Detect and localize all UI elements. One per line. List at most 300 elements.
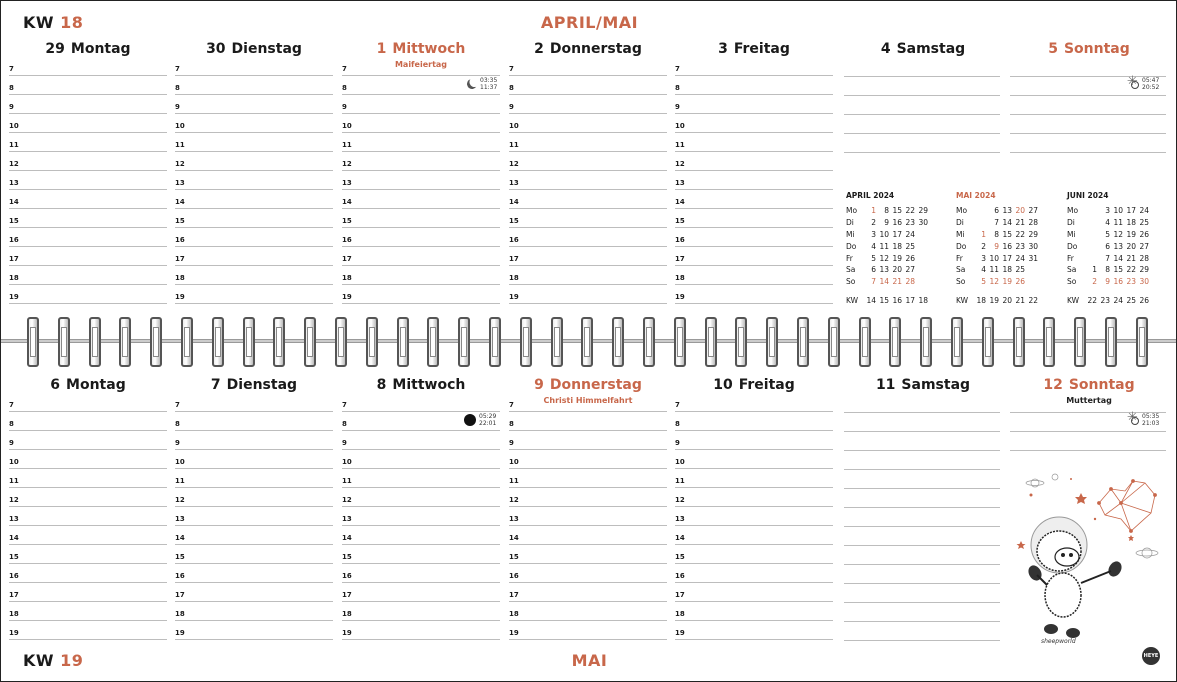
writing-line[interactable] [844,545,1000,546]
hour-slot[interactable] [175,171,333,190]
hour-slot[interactable] [342,450,500,469]
hour-slot[interactable] [675,583,833,602]
hour-slot[interactable] [509,526,667,545]
writing-line[interactable] [844,469,1000,470]
sun-times [1129,413,1159,427]
hour-slot[interactable] [175,488,333,507]
weekday-label: Mo [956,206,968,216]
hour-slot[interactable] [509,190,667,209]
weekday-label: Fr [1067,253,1074,263]
writing-line[interactable] [844,152,1000,153]
hour-slot[interactable] [175,247,333,266]
hour-label: 13 [9,179,19,187]
hour-slot[interactable] [175,545,333,564]
hour-slot[interactable] [509,488,667,507]
writing-line[interactable] [1010,450,1166,451]
hour-slot[interactable] [175,133,333,152]
hour-slot[interactable] [675,228,833,247]
mini-calendar-day: 4 [981,265,986,275]
hour-label: 15 [509,217,519,225]
hour-slot[interactable] [509,564,667,583]
hour-slot[interactable] [509,285,667,304]
binding-ring [458,317,470,367]
hour-slot[interactable] [675,247,833,266]
hour-slot[interactable] [675,412,833,431]
hour-label: 8 [675,84,680,92]
hour-slot[interactable] [175,412,333,431]
mini-calendar-row [846,240,929,252]
mini-calendar-day: 19 [892,253,902,263]
kw-number: 14 [866,295,876,305]
signature: sheepworld [1041,638,1076,645]
mini-calendar-day: 12 [989,277,999,287]
hour-slot[interactable] [9,266,167,285]
hour-label: 16 [675,236,685,244]
writing-line[interactable] [844,640,1000,641]
hour-slot[interactable] [675,133,833,152]
mini-calendar-kw-row [846,288,929,305]
hour-slot[interactable] [9,114,167,133]
day-header [342,377,500,393]
binding-ring [643,317,655,367]
hour-slot[interactable] [175,266,333,285]
mini-calendar-day: 5 [871,253,876,263]
mini-calendar-grid [1067,205,1150,305]
hour-label: 17 [509,591,519,599]
hour-label: 16 [175,236,185,244]
hour-label: 18 [342,274,352,282]
writing-line[interactable] [844,95,1000,96]
hour-slot[interactable] [175,602,333,621]
hour-slot[interactable] [675,488,833,507]
hour-slot[interactable] [509,133,667,152]
hour-slot[interactable] [342,583,500,602]
kw-number: 15 [879,295,889,305]
hour-slot[interactable] [9,171,167,190]
hour-slot[interactable] [342,621,500,640]
hour-label: 19 [9,293,19,301]
hour-slot[interactable] [175,507,333,526]
hour-slot[interactable] [9,209,167,228]
mini-calendar-day: 16 [1002,241,1012,251]
hour-slot[interactable] [675,431,833,450]
writing-line[interactable] [1010,133,1166,134]
writing-line[interactable] [1010,152,1166,153]
hour-slot[interactable] [675,171,833,190]
hour-label: 13 [509,515,519,523]
hour-label: 9 [342,103,347,111]
hour-label: 17 [675,255,685,263]
hour-slot[interactable] [675,564,833,583]
hour-slot[interactable] [675,114,833,133]
hour-slot[interactable] [175,285,333,304]
mini-calendar-day: 9 [1105,277,1110,287]
mini-calendar-day [916,252,929,264]
writing-line[interactable] [844,583,1000,584]
day-number: 2 [534,41,544,57]
hour-slot[interactable] [9,526,167,545]
day-column-dienstag [175,41,333,311]
hour-slot[interactable] [509,545,667,564]
hour-slot[interactable] [175,583,333,602]
writing-line[interactable] [844,602,1000,603]
mini-calendar-row [956,240,1039,252]
hour-slot[interactable] [342,171,500,190]
hour-slot[interactable] [509,76,667,95]
hour-slot[interactable] [9,152,167,171]
hour-label: 18 [9,610,19,618]
mini-calendar-day: 30 [1139,277,1149,287]
hour-label: 16 [509,236,519,244]
hour-slot[interactable] [9,450,167,469]
hour-slot[interactable] [342,564,500,583]
mini-calendar-day: 21 [1015,218,1025,228]
mini-calendar-day: 1 [871,206,876,216]
hour-slot[interactable] [675,95,833,114]
hour-slot[interactable] [9,602,167,621]
mini-calendar-day: 26 [1139,229,1149,239]
kw-number: 18 [976,295,986,305]
mini-calendar-day [1085,217,1098,229]
hour-slot[interactable] [342,545,500,564]
mini-calendar-day [916,240,929,252]
mini-calendar-day: 4 [871,241,876,251]
hour-slot[interactable] [509,431,667,450]
mini-calendar-day: 5 [981,277,986,287]
hour-slot[interactable] [175,431,333,450]
kw-number: 16 [892,295,902,305]
hour-slot[interactable] [675,190,833,209]
hour-label: 12 [675,160,685,168]
mini-calendar-row [846,205,929,217]
mini-calendar-day [1026,276,1039,288]
day-number: 9 [534,377,544,393]
hour-slot[interactable] [9,57,167,76]
hour-slot[interactable] [9,488,167,507]
hour-slot[interactable] [509,602,667,621]
hour-slot[interactable] [9,133,167,152]
hour-label: 9 [509,103,514,111]
mini-calendar-day: 12 [879,253,889,263]
hour-slot[interactable] [9,285,167,304]
hour-slot[interactable] [509,247,667,266]
day-column-freitag [675,41,833,311]
binding-ring [1074,317,1086,367]
kw-number: 20 [1002,295,1012,305]
hour-label: 11 [175,477,185,485]
hour-slot[interactable] [509,114,667,133]
writing-line[interactable] [844,133,1000,134]
hour-slot[interactable] [175,564,333,583]
hour-label: 16 [9,572,19,580]
mini-calendar-day: 2 [871,218,876,228]
day-header [675,377,833,393]
hour-slot[interactable] [342,95,500,114]
mini-calendar-day: 7 [994,218,999,228]
mini-calendar-day: 31 [1028,253,1038,263]
hour-slot[interactable] [509,583,667,602]
hour-slot[interactable] [675,507,833,526]
hour-label: 18 [509,274,519,282]
hour-slot[interactable] [509,57,667,76]
hour-label: 17 [9,255,19,263]
hour-slot[interactable] [675,76,833,95]
mini-calendar-title: APRIL 2024 [846,191,895,200]
set-time: 20:52 [1142,84,1160,91]
mini-calendar-day: 14 [879,277,889,287]
writing-line[interactable] [844,76,1000,77]
kw-number: 25 [1126,295,1136,305]
hour-slot[interactable] [342,266,500,285]
hour-slot[interactable] [509,228,667,247]
hour-slot[interactable] [509,266,667,285]
hour-slot[interactable] [175,95,333,114]
mini-calendar-day [1085,205,1098,217]
month-title-bottom: MAI [571,651,608,670]
mini-calendar-day: 26 [1015,277,1025,287]
writing-line[interactable] [1010,95,1166,96]
hour-slot[interactable] [675,393,833,412]
weekday-label: Mi [956,229,965,239]
hour-slot[interactable] [9,76,167,95]
hour-slot[interactable] [342,209,500,228]
hour-slot[interactable] [509,393,667,412]
sun-icon [1129,415,1139,425]
hour-slot[interactable] [9,564,167,583]
hour-slot[interactable] [675,602,833,621]
mini-calendar-day [1085,240,1098,252]
writing-line[interactable] [844,564,1000,565]
binding-ring [335,317,347,367]
mini-calendar-day: 15 [892,206,902,216]
hour-slot[interactable] [675,526,833,545]
binding-ring [243,317,255,367]
day-column-freitag [675,377,833,647]
hour-label: 7 [509,65,514,73]
weekday-label: So [956,277,966,287]
hour-slot[interactable] [509,152,667,171]
mini-calendar-day: 16 [1113,277,1123,287]
mini-calendar-day: 6 [994,206,999,216]
hour-slot[interactable] [175,393,333,412]
mini-calendar-day: 23 [1126,277,1136,287]
hour-slot[interactable] [342,247,500,266]
hour-slot[interactable] [9,393,167,412]
binding-ring [304,317,316,367]
hour-slot[interactable] [675,57,833,76]
hour-slot[interactable] [9,95,167,114]
hour-slot[interactable] [509,209,667,228]
hour-slot[interactable] [175,450,333,469]
hour-label: 18 [675,610,685,618]
day-name: Dienstag [226,377,298,393]
hour-slot[interactable] [342,190,500,209]
hour-slot[interactable] [342,393,500,412]
mini-calendar-day: 2 [1092,277,1097,287]
hour-slot[interactable] [175,114,333,133]
mini-calendar-day: 29 [918,206,928,216]
day-number: 12 [1043,377,1063,393]
weekday-label: Mo [846,206,858,216]
hour-slot[interactable] [342,469,500,488]
mini-calendar-title: JUNI 2024 [1067,191,1109,200]
mini-calendar-day: 4 [1105,218,1110,228]
hour-slot[interactable] [509,95,667,114]
hour-slot[interactable] [509,412,667,431]
writing-line[interactable] [844,114,1000,115]
day-number: 8 [376,377,387,393]
hour-slot[interactable] [342,526,500,545]
hour-slot[interactable] [675,545,833,564]
hour-label: 14 [175,198,185,206]
writing-line[interactable] [844,526,1000,527]
hour-slot[interactable] [9,469,167,488]
mini-calendar-day: 3 [871,229,876,239]
mini-calendar-day: 14 [1002,218,1012,228]
hour-slot[interactable] [342,507,500,526]
hour-slot[interactable] [675,285,833,304]
hour-slot[interactable] [175,526,333,545]
rise-set-times [479,413,496,427]
hour-label: 15 [175,217,185,225]
hour-slot[interactable] [175,209,333,228]
hour-slot[interactable] [675,621,833,640]
mini-calendar-day: 30 [918,218,928,228]
hour-slot[interactable] [342,602,500,621]
hour-slot[interactable] [675,450,833,469]
hour-slot[interactable] [509,469,667,488]
writing-line[interactable] [844,488,1000,489]
writing-line[interactable] [844,431,1000,432]
hour-slot[interactable] [9,190,167,209]
mini-calendar-day: 29 [1139,265,1149,275]
mini-calendar-row [1067,217,1150,229]
hour-slot[interactable] [9,583,167,602]
mini-calendar-day: 27 [1028,206,1038,216]
day-name: Sonntag [1068,377,1135,393]
hour-slot[interactable] [342,285,500,304]
hour-label: 15 [175,553,185,561]
hour-label: 7 [509,401,514,409]
day-column-samstag [844,377,1002,647]
hour-slot[interactable] [509,450,667,469]
hour-slot[interactable] [342,488,500,507]
hour-slot[interactable] [9,228,167,247]
mini-calendar-day: 28 [905,277,915,287]
hour-label: 19 [675,293,685,301]
mini-calendar-day: 10 [1113,206,1123,216]
mini-calendar-day: 22 [1126,265,1136,275]
mini-calendar-day: 28 [1139,253,1149,263]
rise-set-times [1142,77,1159,91]
holiday-label: Muttertag [1066,396,1112,405]
hour-slot[interactable] [342,228,500,247]
binding-ring [828,317,840,367]
hour-label: 13 [9,515,19,523]
binding-ring [119,317,131,367]
hour-slot[interactable] [175,76,333,95]
weekday-label: Fr [846,253,853,263]
day-column-donnerstag [509,41,667,311]
hour-label: 14 [175,534,185,542]
hour-label: 14 [675,534,685,542]
mini-calendar-day: 25 [1015,265,1025,275]
hour-slot[interactable] [675,469,833,488]
mini-calendar-day: 1 [1092,265,1097,275]
hour-slot[interactable] [342,114,500,133]
set-time: 11:37 [480,84,498,91]
hour-label: 7 [175,401,180,409]
hour-slot[interactable] [342,152,500,171]
kw-number: 22 [1028,295,1038,305]
hour-slot[interactable] [9,545,167,564]
hour-slot[interactable] [175,469,333,488]
mini-calendar-row [1067,276,1150,288]
mini-calendar-day: 20 [1015,206,1025,216]
hour-label: 14 [342,198,352,206]
hour-slot[interactable] [342,133,500,152]
hour-slot[interactable] [175,152,333,171]
hour-slot[interactable] [9,247,167,266]
hour-label: 11 [675,477,685,485]
hour-slot[interactable] [175,228,333,247]
hour-slot[interactable] [9,431,167,450]
mini-calendar-day: 17 [892,229,902,239]
rise-set-times [480,77,497,91]
day-column-dienstag [175,377,333,647]
hour-slot[interactable] [675,209,833,228]
hour-slot[interactable] [175,57,333,76]
mini-calendar-day: 17 [1126,206,1136,216]
mini-calendar-kw-row [1067,288,1150,305]
hour-slot[interactable] [675,152,833,171]
hour-label: 14 [9,198,19,206]
hour-label: 18 [509,610,519,618]
mini-calendar-day: 18 [1002,265,1012,275]
binding-ring [181,317,193,367]
hour-slot[interactable] [9,507,167,526]
writing-line[interactable] [844,621,1000,622]
hour-slot[interactable] [342,431,500,450]
hour-slot[interactable] [9,621,167,640]
hour-slot[interactable] [509,621,667,640]
writing-line[interactable] [1010,114,1166,115]
hour-slot[interactable] [509,171,667,190]
writing-line[interactable] [844,412,1000,413]
hour-slot[interactable] [509,507,667,526]
mini-calendar-day: 24 [1139,206,1149,216]
mini-calendar-day: 10 [989,253,999,263]
mini-calendar-day: 20 [892,265,902,275]
rise-time: 05:47 [1142,77,1160,84]
hour-slot[interactable] [175,621,333,640]
hour-slot[interactable] [342,57,500,76]
mini-calendar-day: 24 [905,229,915,239]
writing-line[interactable] [844,507,1000,508]
writing-line[interactable] [1010,431,1166,432]
mini-calendar-row [956,276,1039,288]
hour-label: 14 [509,198,519,206]
hour-slot[interactable] [9,412,167,431]
day-header [175,377,333,393]
binding-ring [982,317,994,367]
mini-calendar-day: 9 [884,218,889,228]
writing-line[interactable] [844,450,1000,451]
hour-label: 12 [675,496,685,504]
hour-slot[interactable] [675,266,833,285]
hour-slot[interactable] [175,190,333,209]
hour-label: 12 [342,496,352,504]
